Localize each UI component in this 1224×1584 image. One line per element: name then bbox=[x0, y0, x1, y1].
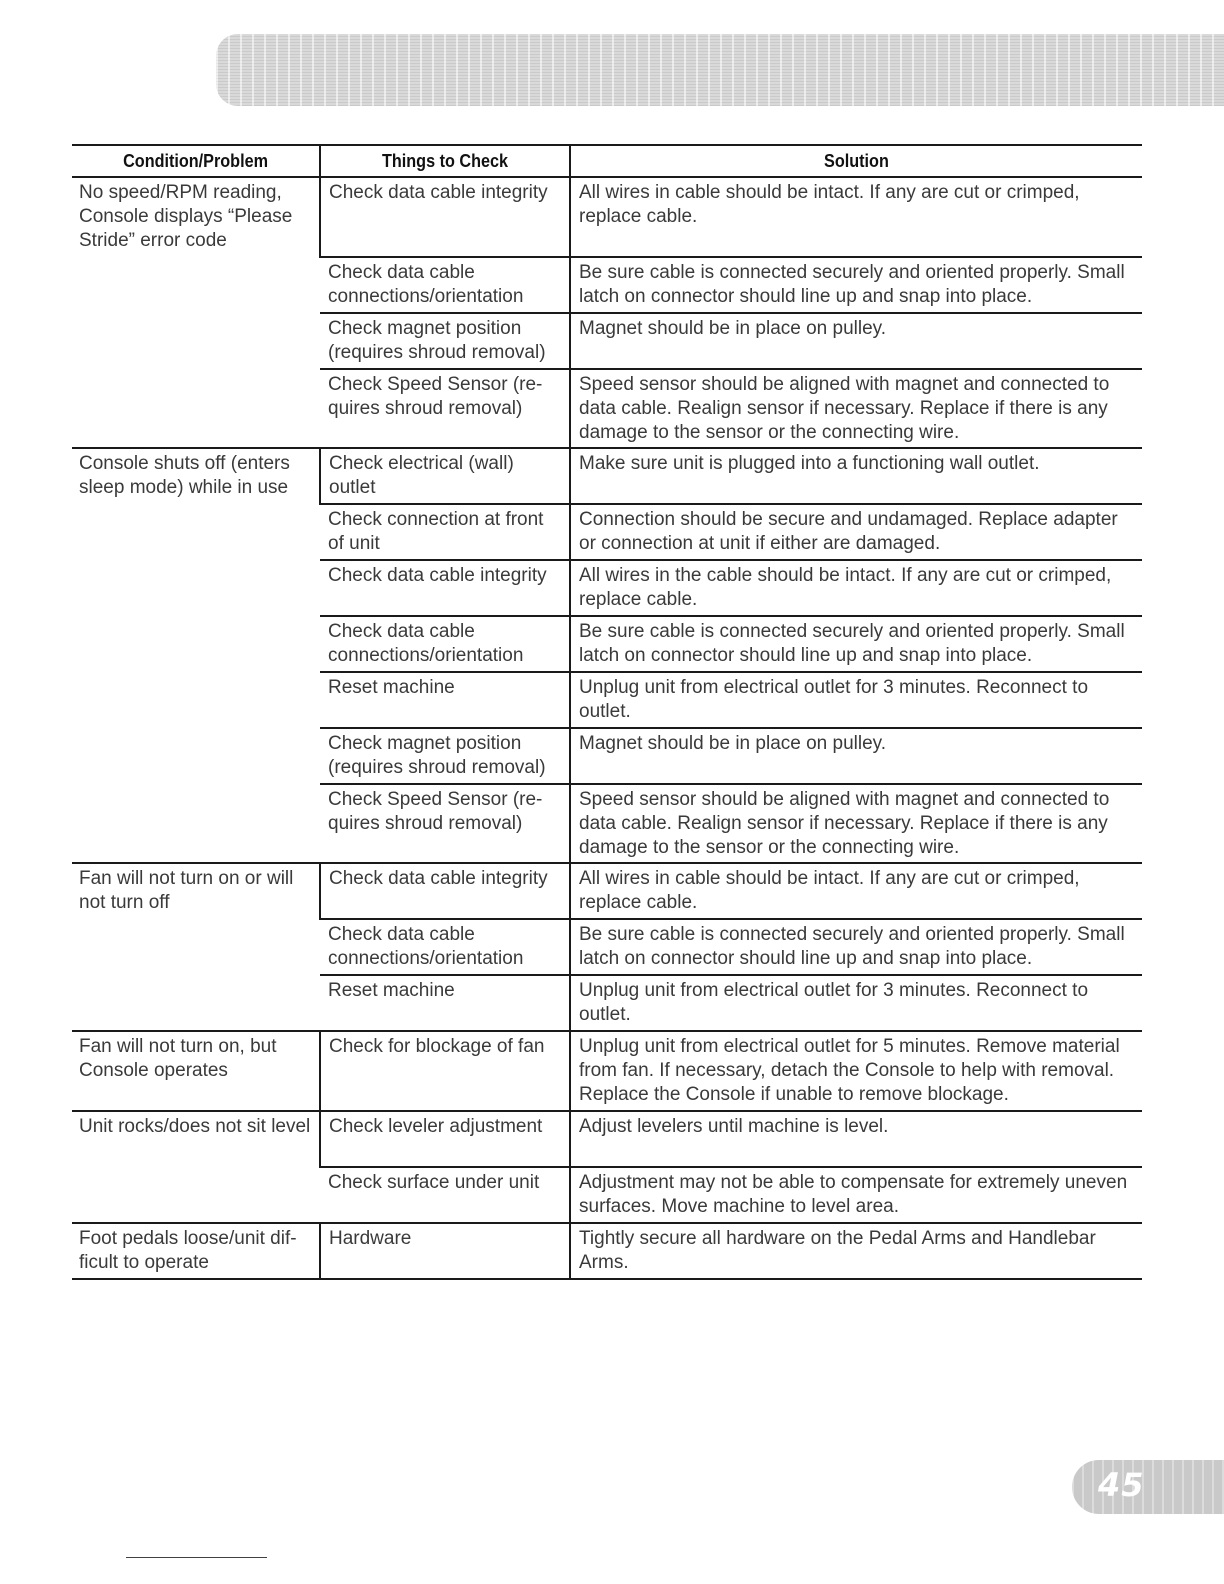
solution-cell: Tightly secure all hardware on the Pedal Arms and Handlebar Arms. bbox=[570, 1223, 1142, 1279]
check-cell: Check Speed Sensor (re-quires shroud removal) bbox=[320, 784, 570, 863]
condition-cell: Fan will not turn on, but Console operates bbox=[72, 1031, 320, 1111]
table-row bbox=[72, 177, 1142, 257]
check-cell: Reset machine bbox=[320, 672, 570, 728]
check-cell: Hardware bbox=[320, 1223, 570, 1279]
solution-cell: Adjustment may not be able to compensate for extremely uneven surfaces. Move machine to level area. bbox=[570, 1167, 1142, 1223]
condition-cell: Console shuts off (enters sleep mode) while in use bbox=[72, 448, 320, 863]
solution-cell: All wires in cable should be intact. If any are cut or crimped, replace cable. bbox=[570, 863, 1142, 919]
header-condition: Condition/Problem bbox=[84, 145, 307, 177]
solution-cell: Unplug unit from electrical outlet for 3 minutes. Reconnect to outlet. bbox=[570, 975, 1142, 1031]
footer-rule bbox=[126, 1557, 267, 1558]
check-cell: Check surface under unit bbox=[320, 1167, 570, 1223]
solution-cell: Unplug unit from electrical outlet for 5 minutes. Remove material from fan. If necessary, detach the Console to help with removal. Replace the Console if unable to remove blockage. bbox=[570, 1031, 1142, 1111]
check-cell: Check data cable connections/orientation bbox=[320, 616, 570, 672]
check-cell: Check magnet position (requires shroud removal) bbox=[320, 728, 570, 784]
check-cell: Check Speed Sensor (re-quires shroud removal) bbox=[320, 369, 570, 448]
check-cell: Check connection at front of unit bbox=[320, 504, 570, 560]
solution-cell: Magnet should be in place on pulley. bbox=[570, 313, 1142, 369]
check-cell: Check electrical (wall) outlet bbox=[320, 448, 570, 504]
solution-cell: Unplug unit from electrical outlet for 3 minutes. Reconnect to outlet. bbox=[570, 672, 1142, 728]
check-cell: Check data cable integrity bbox=[320, 177, 570, 257]
check-cell: Check data cable connections/orientation bbox=[320, 257, 570, 313]
troubleshooting-table bbox=[72, 144, 1142, 1280]
condition-cell: Foot pedals loose/unit dif-ficult to operate bbox=[72, 1223, 320, 1279]
solution-cell: Speed sensor should be aligned with magnet and connected to data cable. Realign sensor if necessary. Replace if there is any damage to the sensor or the connecting wire. bbox=[570, 369, 1142, 448]
check-cell: Check data cable connections/orientation bbox=[320, 919, 570, 975]
page-number: 45 bbox=[1098, 1466, 1145, 1504]
solution-cell: Connection should be secure and undamaged. Replace adapter or connection at unit if either are damaged. bbox=[570, 504, 1142, 560]
table-row bbox=[72, 1111, 1142, 1167]
table-header-row bbox=[72, 145, 1142, 177]
table-row bbox=[72, 1223, 1142, 1279]
solution-cell: All wires in cable should be intact. If any are cut or crimped, replace cable. bbox=[570, 177, 1142, 257]
table-row bbox=[72, 1031, 1142, 1111]
header-solution: Solution bbox=[599, 145, 1114, 177]
solution-cell: Speed sensor should be aligned with magnet and connected to data cable. Realign sensor if necessary. Replace if there is any damage to the sensor or the connecting wire. bbox=[570, 784, 1142, 863]
check-cell: Check magnet position (requires shroud removal) bbox=[320, 313, 570, 369]
header-band bbox=[216, 34, 1224, 106]
table-row bbox=[72, 448, 1142, 504]
condition-cell: Unit rocks/does not sit level bbox=[72, 1111, 320, 1223]
check-cell: Check data cable integrity bbox=[320, 863, 570, 919]
solution-cell: Be sure cable is connected securely and oriented properly. Small latch on connector should line up and snap into place. bbox=[570, 616, 1142, 672]
check-cell: Check data cable integrity bbox=[320, 560, 570, 616]
condition-cell: Fan will not turn on or will not turn off bbox=[72, 863, 320, 1031]
solution-cell: All wires in the cable should be intact. If any are cut or crimped, replace cable. bbox=[570, 560, 1142, 616]
check-cell: Reset machine bbox=[320, 975, 570, 1031]
solution-cell: Be sure cable is connected securely and oriented properly. Small latch on connector should line up and snap into place. bbox=[570, 919, 1142, 975]
page-number-tab bbox=[1072, 1460, 1224, 1514]
solution-cell: Adjust levelers until machine is level. bbox=[570, 1111, 1142, 1167]
solution-cell: Be sure cable is connected securely and oriented properly. Small latch on connector should line up and snap into place. bbox=[570, 257, 1142, 313]
solution-cell: Magnet should be in place on pulley. bbox=[570, 728, 1142, 784]
header-check: Things to Check bbox=[333, 145, 558, 177]
check-cell: Check leveler adjustment bbox=[320, 1111, 570, 1167]
solution-cell: Make sure unit is plugged into a functioning wall outlet. bbox=[570, 448, 1142, 504]
check-cell: Check for blockage of fan bbox=[320, 1031, 570, 1111]
table-row bbox=[72, 863, 1142, 919]
condition-cell: No speed/RPM reading, Console displays “Please Stride” error code bbox=[72, 177, 320, 448]
